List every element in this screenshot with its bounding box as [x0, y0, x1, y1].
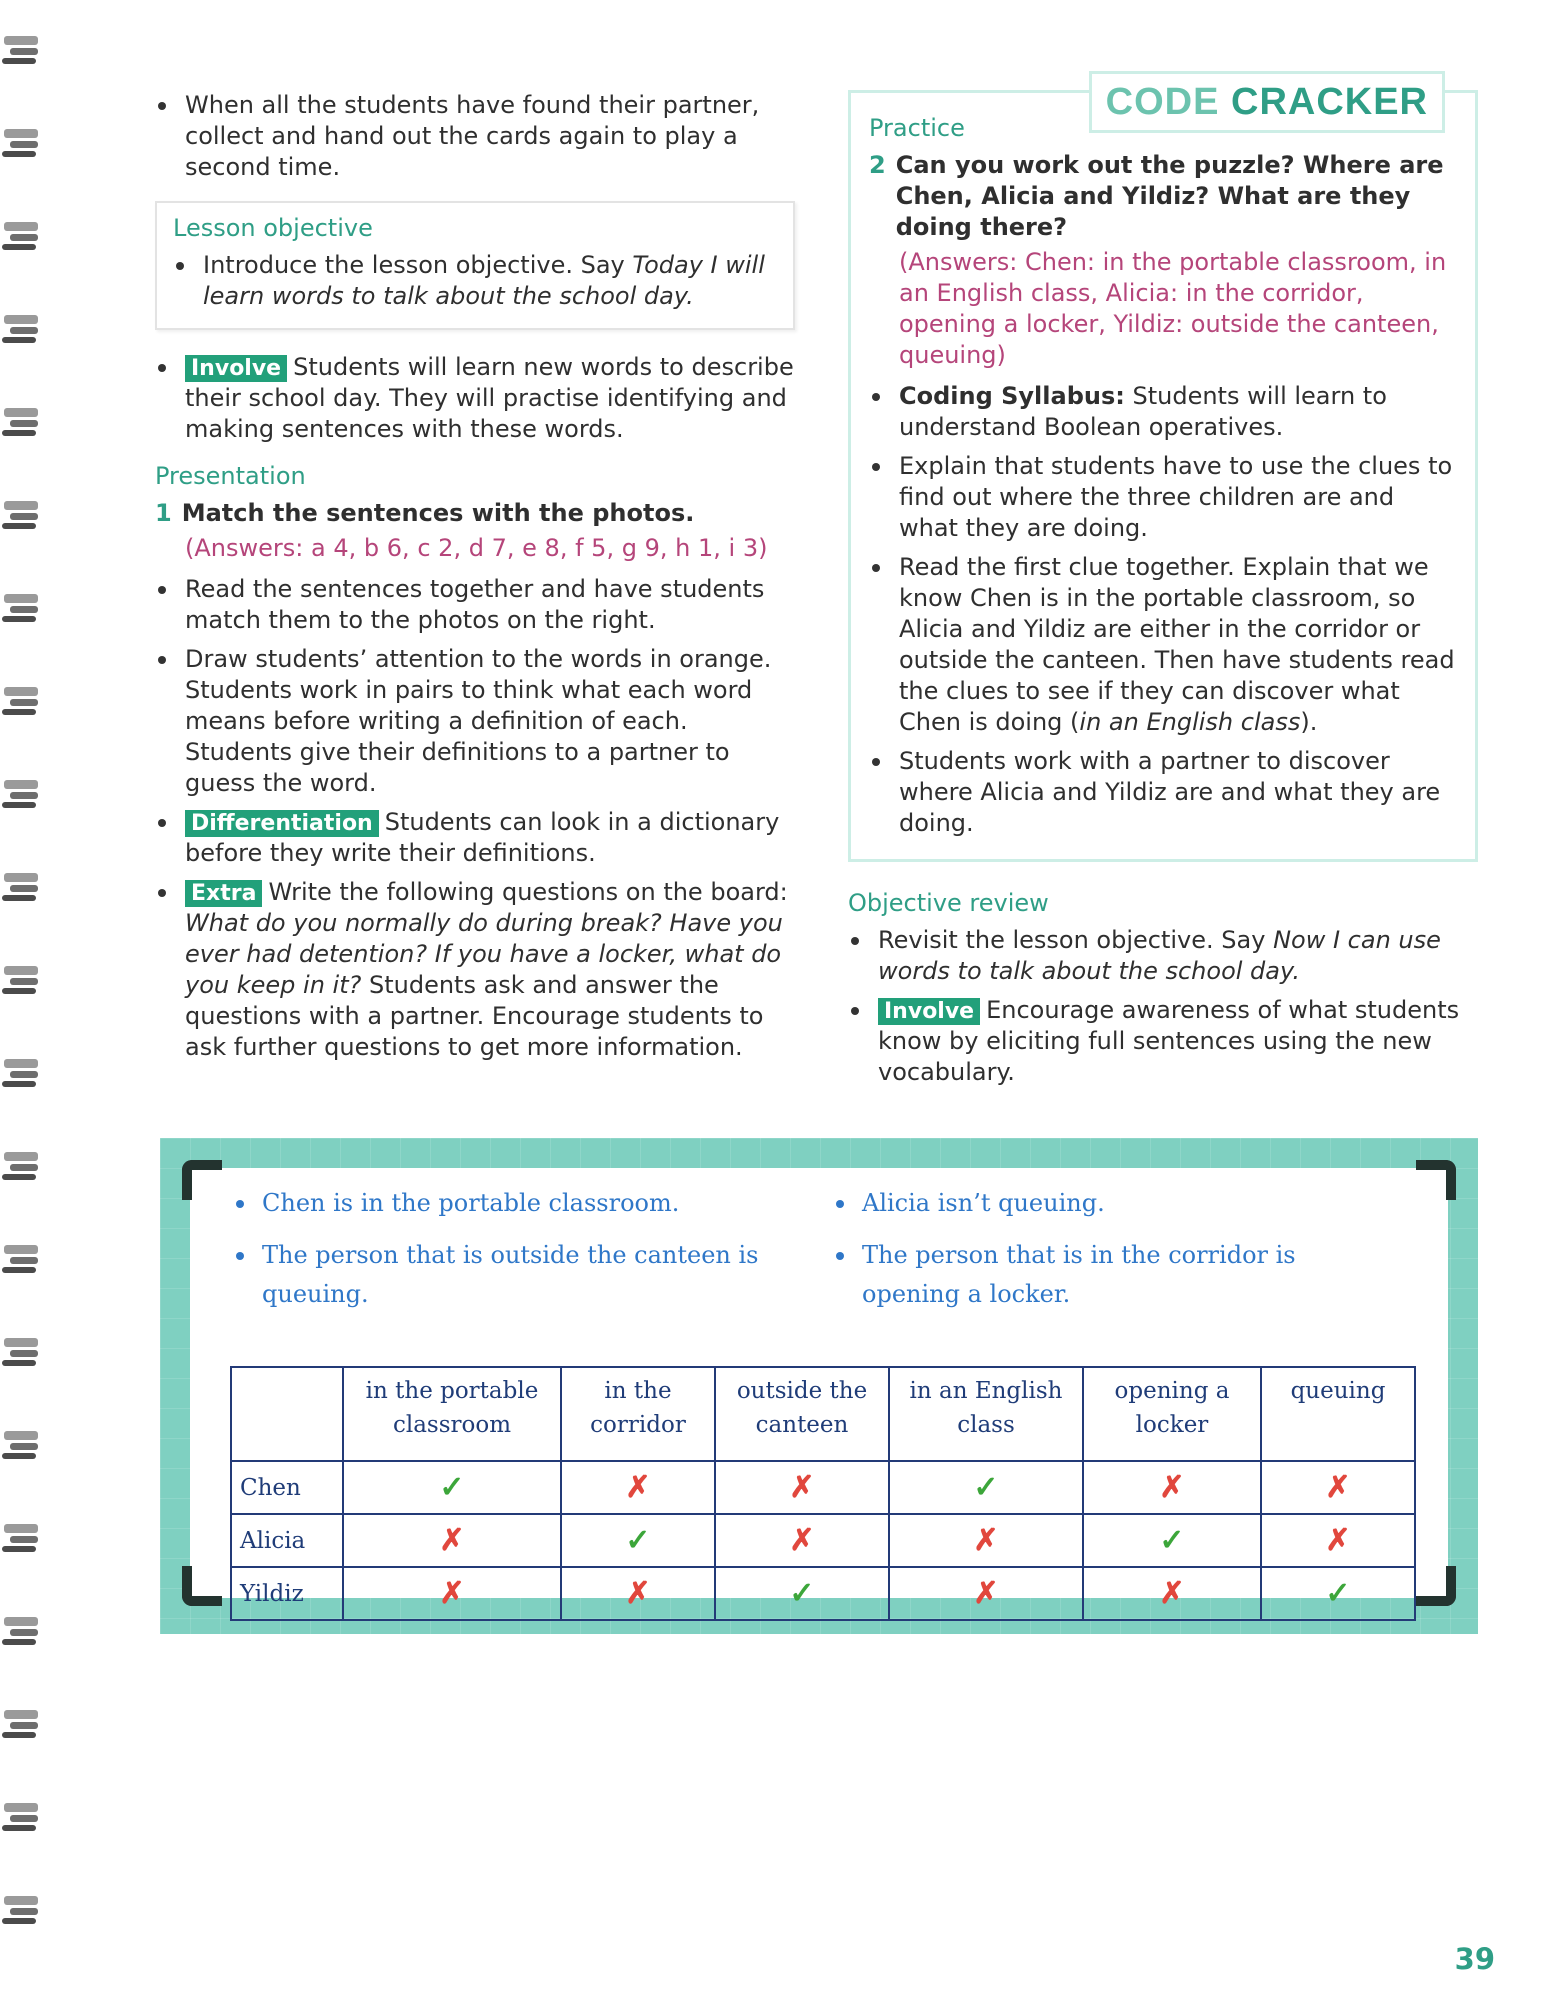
presentation-bullet: Read the sentences together and have students match them to the photos on the right.	[155, 574, 795, 636]
lesson-objective-box	[155, 201, 795, 330]
column-header-line: opening a	[1114, 1378, 1230, 1404]
answer-number: 8	[544, 534, 560, 562]
coil-icon	[0, 588, 40, 628]
column-header-line: queuing	[1290, 1378, 1386, 1404]
answer-number: 9	[644, 534, 660, 562]
coil-icon	[0, 402, 40, 442]
coil-icon	[0, 774, 40, 814]
grid-mark: ✗	[1261, 1514, 1415, 1567]
answer-number: 7	[491, 534, 507, 562]
answer-letter: d	[468, 534, 484, 562]
objective-review-heading: Objective review	[848, 889, 1049, 917]
coil-icon	[0, 1797, 40, 1837]
clue: The person that is outside the canteen is queuing.	[230, 1236, 762, 1314]
grid-mark: ✓	[1261, 1567, 1415, 1620]
page-number: 39	[1454, 1942, 1495, 1976]
objective-review-text: Revisit the lesson objective. Say	[878, 926, 1274, 954]
clue: Chen is in the portable classroom.	[230, 1184, 782, 1223]
extra-questions: What do you normally do during break? Have you ever had detention? If you have a locker, what do you keep in it?	[185, 909, 783, 999]
answer-letter: e	[522, 534, 537, 562]
coil-icon	[0, 1053, 40, 1093]
involve-bullet	[155, 352, 795, 445]
practice-answers: (Answers: Chen: in the portable classroom, in an English class, Alicia: in the corridor, opening a locker, Yildiz: outside the canteen, queuing)	[899, 248, 1447, 369]
lesson-objective-text: Introduce the lesson objective. Say	[203, 251, 633, 279]
involve-tag: Involve	[878, 998, 980, 1025]
activity-number: 1	[155, 499, 172, 527]
board-corner-icon	[182, 1160, 222, 1200]
column-header	[343, 1367, 561, 1461]
grid-mark: ✗	[715, 1461, 889, 1514]
column-header-line: classroom	[392, 1412, 512, 1438]
practice-bullet: Students work with a partner to discover where Alicia and Yildiz are and what they are doing.	[869, 746, 1457, 839]
read-clue-italic: in an English class	[1079, 708, 1301, 736]
coil-icon	[0, 1239, 40, 1279]
clue: Alicia isn’t queuing.	[830, 1184, 1382, 1223]
extra-text-end: Students ask and answer the questions with a partner. Encourage students to ask further questions to get more information.	[185, 971, 764, 1061]
activity-number: 2	[869, 151, 886, 179]
lesson-objective-list	[173, 250, 779, 312]
answer-number: 6	[386, 534, 403, 562]
differentiation-text: Students can look in a dictionary before they write their definitions.	[185, 808, 780, 867]
column-header-line: canteen	[755, 1412, 849, 1438]
row-label: Chen	[231, 1461, 343, 1514]
grid-mark: ✗	[343, 1514, 561, 1567]
involve-bullet	[848, 995, 1478, 1088]
grid-mark: ✗	[715, 1514, 889, 1567]
left-column	[155, 90, 795, 1071]
read-clue-text: Read the first clue together. Explain that we know Chen is in the portable classroom, so Alicia and Yildiz are either in the corridor or outside the canteen. Then have students read the clues to see if they can discover what Chen is doing (	[899, 553, 1455, 736]
coil-icon	[0, 960, 40, 1000]
coil-icon	[0, 1146, 40, 1186]
grid-mark: ✓	[889, 1461, 1083, 1514]
practice-list	[869, 381, 1457, 839]
grid-mark: ✗	[561, 1567, 715, 1620]
involve-list	[155, 352, 795, 445]
presentation-heading: Presentation	[155, 462, 306, 490]
spiral-binding	[0, 30, 40, 1983]
grid-mark: ✗	[343, 1567, 561, 1620]
differentiation-bullet	[155, 807, 795, 869]
activity-instruction: Match the sentences with the photos.	[181, 499, 695, 527]
intro-list	[155, 90, 795, 183]
answers-open: (Answers:	[185, 534, 311, 562]
answer-letter: f	[575, 534, 584, 562]
coil-icon	[0, 1704, 40, 1744]
answer-number: 5	[591, 534, 607, 562]
answer-letter: h	[675, 534, 691, 562]
answer-pair: g 9,	[621, 534, 676, 562]
extra-bullet	[155, 877, 795, 1063]
presentation-bullet: Draw students’ attention to the words in orange. Students work in pairs to think what each word means before writing a definition of each. Students give their definitions to a partner to guess the word.	[155, 644, 795, 799]
grid-mark: ✗	[889, 1514, 1083, 1567]
column-header-line: locker	[1135, 1412, 1209, 1438]
clue: The person that is in the corridor is opening a locker.	[830, 1236, 1342, 1314]
board-corner-icon	[1416, 1566, 1456, 1606]
answer-number: 2	[438, 534, 454, 562]
coil-icon	[0, 681, 40, 721]
practice-heading: Practice	[869, 114, 965, 142]
column-header-line: in an English	[909, 1378, 1063, 1404]
coil-icon	[0, 216, 40, 256]
answer-letter: c	[417, 534, 431, 562]
involve-tag: Involve	[185, 355, 287, 382]
column-header	[889, 1367, 1083, 1461]
practice-bullet	[869, 552, 1457, 738]
objective-review-quote: Now I can use words to talk about the school day.	[878, 926, 1441, 985]
grid-mark: ✓	[561, 1514, 715, 1567]
grid-row	[231, 1461, 1415, 1514]
grid-mark: ✓	[715, 1567, 889, 1620]
grid-mark: ✓	[343, 1461, 561, 1514]
answer-number: 3	[742, 534, 759, 562]
lesson-objective-bullet	[173, 250, 779, 312]
answer-number: 1	[698, 534, 714, 562]
lesson-objective-heading: Lesson objective	[173, 214, 373, 242]
column-header-line: class	[957, 1412, 1015, 1438]
practice-box	[848, 81, 1478, 862]
answer-pair: f 5,	[575, 534, 622, 562]
intro-bullet: When all the students have found their partner, collect and hand out the cards again to play a second time.	[155, 90, 795, 183]
coil-icon	[0, 867, 40, 907]
column-header-line: in the portable	[365, 1378, 539, 1404]
grid-mark: ✗	[561, 1461, 715, 1514]
read-clue-end: ).	[1300, 708, 1318, 736]
answer-number: 4	[333, 534, 349, 562]
grid-corner-cell	[231, 1367, 343, 1461]
whiteboard	[190, 1168, 1448, 1611]
grid-row	[231, 1567, 1415, 1620]
coil-icon	[0, 1890, 40, 1930]
column-header	[715, 1367, 889, 1461]
column-header	[1261, 1367, 1415, 1461]
answer-pair: h 1,	[675, 534, 729, 562]
board-corner-icon	[1416, 1160, 1456, 1200]
row-label: Alicia	[231, 1514, 343, 1567]
coding-syllabus-label: Coding Syllabus:	[899, 382, 1125, 410]
code-cracker-word1: CODE	[1105, 81, 1220, 123]
objective-review-list	[848, 925, 1478, 1088]
coil-icon	[0, 30, 40, 70]
extra-text: Write the following questions on the board:	[268, 878, 788, 906]
objective-review-bullet	[848, 925, 1478, 987]
grid-row	[231, 1514, 1415, 1567]
differentiation-tag: Differentiation	[185, 810, 379, 837]
coil-icon	[0, 1611, 40, 1651]
involve-text: Encourage awareness of what students know by eliciting full sentences using the new vocabulary.	[878, 996, 1460, 1086]
presentation-list	[155, 574, 795, 1063]
column-header	[561, 1367, 715, 1461]
board-corner-icon	[182, 1566, 222, 1606]
coding-syllabus-bullet	[869, 381, 1457, 443]
answer-letter: g	[621, 534, 637, 562]
column-header-line: outside the	[736, 1378, 868, 1404]
column-header-line: corridor	[590, 1412, 686, 1438]
coil-icon	[0, 1425, 40, 1465]
logic-grid	[230, 1366, 1416, 1621]
answer-pair: d 7,	[468, 534, 523, 562]
coil-icon	[0, 1332, 40, 1372]
activity-1	[155, 498, 795, 529]
grid-mark: ✗	[1083, 1567, 1261, 1620]
coil-icon	[0, 1518, 40, 1558]
answer-pair: e 8,	[522, 534, 576, 562]
column-header-line: in the	[604, 1378, 672, 1404]
coil-icon	[0, 309, 40, 349]
answer-letter: a	[310, 534, 326, 562]
answer-pair: c 2,	[417, 534, 469, 562]
activity-instruction: Can you work out the puzzle? Where are Chen, Alicia and Yildiz? What are they doing there?	[895, 151, 1444, 241]
lesson-objective-quote: Today I will learn words to talk about the school day.	[203, 251, 765, 310]
answers-close: )	[758, 534, 768, 562]
involve-text: Students will learn new words to describe their school day. They will practise identifying and making sentences with these words.	[185, 353, 794, 443]
code-cracker-word2: CRACKER	[1231, 81, 1428, 123]
coil-icon	[0, 495, 40, 535]
practice-bullet: Explain that students have to use the clues to find out where the three children are and what they are doing.	[869, 451, 1457, 544]
answer-letter: b	[363, 534, 380, 562]
answer-pair	[729, 534, 759, 562]
column-header	[1083, 1367, 1261, 1461]
answer-letter: i	[728, 534, 736, 562]
grid-header-row	[231, 1367, 1415, 1461]
grid-mark: ✓	[1083, 1514, 1261, 1567]
coil-icon	[0, 123, 40, 163]
logic-puzzle-panel	[160, 1138, 1478, 1634]
grid-mark: ✗	[1261, 1461, 1415, 1514]
coding-syllabus-text: Students will learn to understand Boolean operatives.	[899, 382, 1387, 441]
row-label: Yildiz	[231, 1567, 343, 1620]
activity-2	[869, 150, 1457, 243]
extra-tag: Extra	[185, 880, 262, 907]
answer-pair: b 6,	[363, 534, 418, 562]
presentation-answers	[155, 533, 795, 564]
right-column	[848, 81, 1478, 1096]
grid-mark: ✗	[1083, 1461, 1261, 1514]
grid-mark: ✗	[889, 1567, 1083, 1620]
answer-pair: a 4,	[310, 534, 364, 562]
code-cracker-label	[1089, 71, 1445, 133]
